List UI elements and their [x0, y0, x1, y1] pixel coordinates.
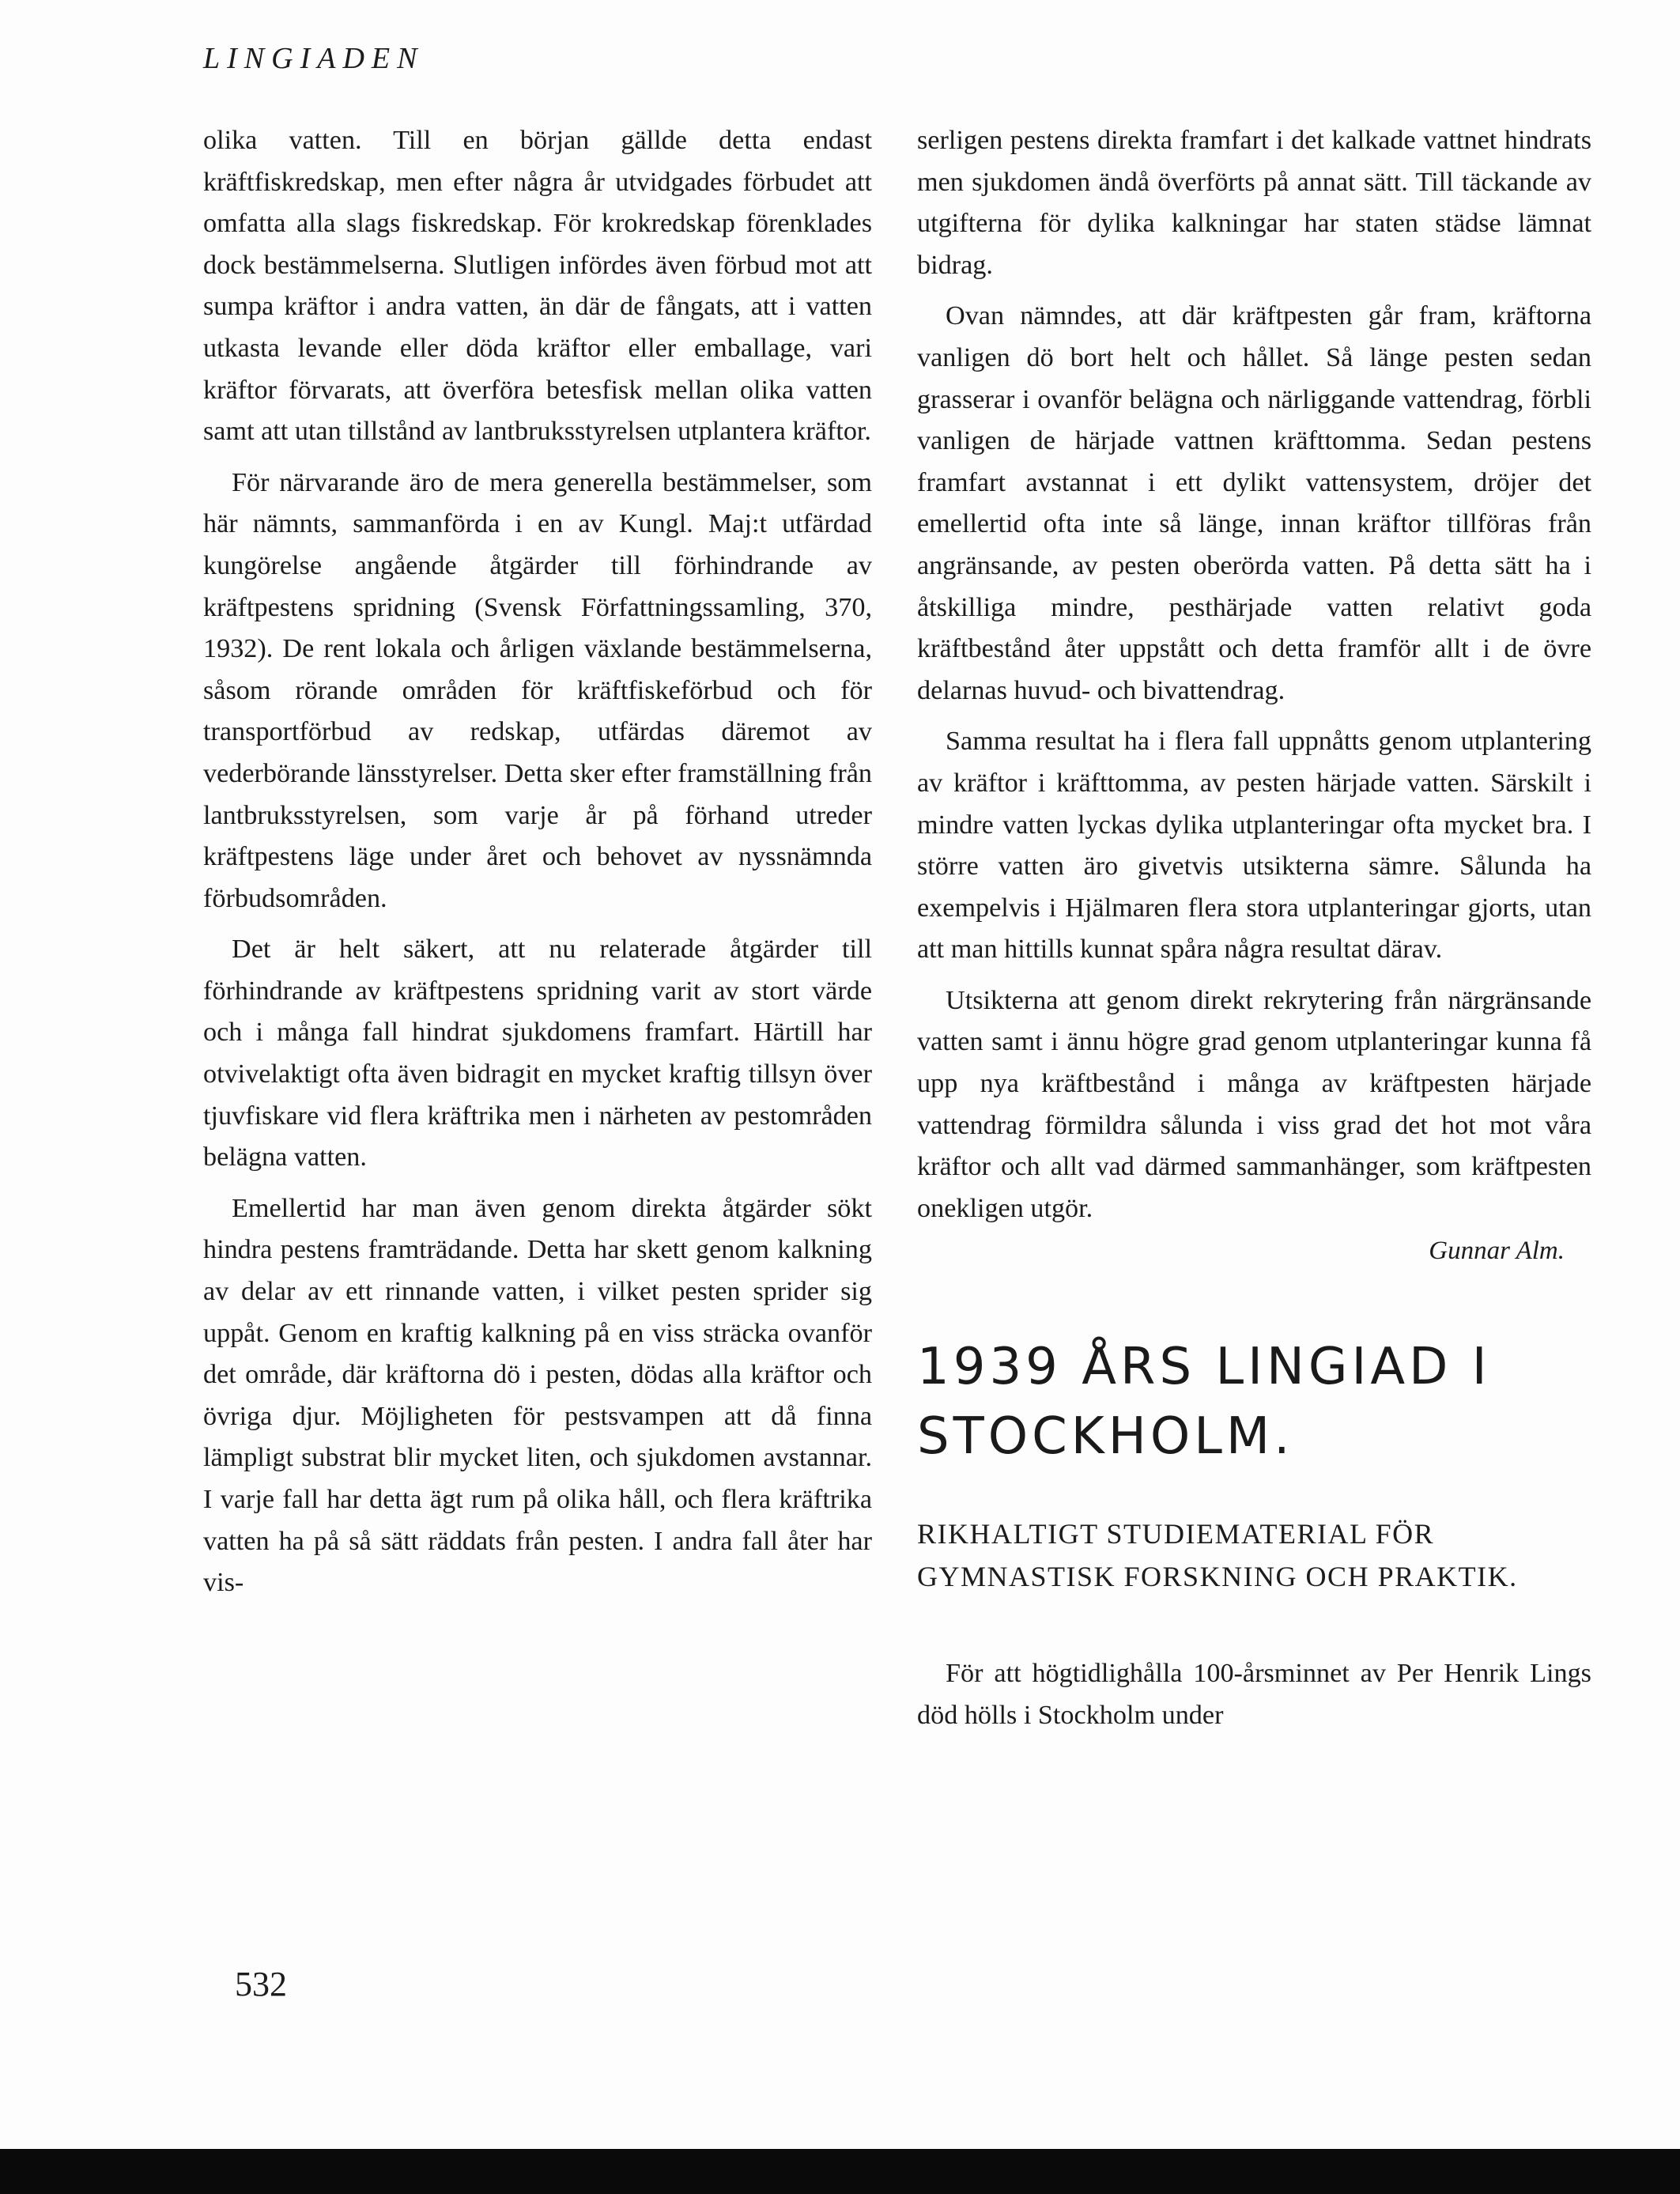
right-column	[917, 120, 1591, 1747]
article-headline: 1939 ÅRS LINGIAD I STOCKHOLM.	[917, 1338, 1491, 1467]
paragraph: Samma resultat ha i flera fall uppnåtts genom utplantering av kräftor i kräfttomma, av pesten härjade vatten. Särskilt i mindre vatten lyckas dylika utplanteringar ofta mycket bra. I större vatten äro givetvis utsikterna sämre. Sålunda ha exempelvis i Hjälmaren flera stora utplanteringar gjorts, utan att man hittills kunnat spåra några resultat därav.	[917, 727, 1591, 965]
paragraph: Emellertid har man även genom direkta åtgärder sökt hindra pestens framträdande. Detta har skett genom kalkning av delar av ett rinnande vatten, i vilket pesten sprider sig uppåt. Genom en kraftig kalkning på en viss sträcka ovanför det område, där kräftorna dö i pesten, dödas alla kräftor och övriga djur. Möjligheten för pestsvampen att då finna lämpligt substrat blir mycket liten, och sjukdomen avstannar. I varje fall har detta ägt rum på olika håll, och flera kräftrika vatten ha på så sätt räddats från pesten. I andra fall åter har vis-	[203, 1193, 872, 1598]
article-subheading: RIKHALTIGT STUDIEMATERIAL FÖR GYMNASTISK FORSKNING OCH PRAKTIK.	[917, 1518, 1518, 1593]
left-column	[203, 120, 872, 1614]
running-head: LINGIADEN	[203, 42, 425, 75]
page-number: 532	[235, 1965, 287, 2003]
article-intro: För att högtidlighålla 100-årsminnet av Per Henrik Lings död hölls i Stockholm under	[917, 1659, 1591, 1731]
paragraph: Utsikterna att genom direkt rekrytering från närgränsande vatten samt i ännu högre grad genom utplanteringar kunna få upp nya kräftbestånd i många av kräftpesten härjade vattendrag förmildra sålunda i viss grad det hot mot våra kräftor och allt vad därmed sammanhänger, som kräftpesten onekligen utgör.	[917, 985, 1591, 1223]
paragraph: Det är helt säkert, att nu relaterade åtgärder till förhindrande av kräftpestens spridning varit av stort värde och i många fall hindrat sjukdomens framfart. Härtill har otvivelaktigt ofta även bidragit en mycket kraftig tillsyn över tjuvfiskare vid flera kräftrika men i närheten av pestområden belägna vatten.	[203, 935, 872, 1173]
scan-border	[0, 2149, 1680, 2194]
paragraph: olika vatten. Till en början gällde detta endast kräftfiskredskap, men efter några år utvidgades förbudet att omfatta alla slags fiskredskap. För krokredskap förenklades dock bestämmelserna. Slutligen infördes även förbud mot att sumpa kräftor i andra vatten, än där de fångats, att i vatten utkasta levande eller döda kräftor eller emballage, vari kräftor förvarats, att överföra betesfisk mellan olika vatten samt att utan tillstånd av lantbruksstyrelsen utplantera kräftor.	[203, 126, 872, 447]
paragraph: För närvarande äro de mera generella bestämmelser, som här nämnts, sammanförda i en av Kungl. Maj:t utfärdad kungörelse angående åtgärder till förhindrande av kräftpestens spridning (Svensk Författningssamling, 370, 1932). De rent lokala och årligen växlande bestämmelserna, såsom rörande områden för kräftfiskeförbud och för transportförbud av redskap, utfärdas däremot av vederbörande länsstyrelser. Detta sker efter framställning från lantbruksstyrelsen, som varje år på förhand utreder kräftpestens läge under året och behovet av nyssnämnda förbudsområden.	[203, 467, 872, 913]
author-signature: Gunnar Alm.	[1429, 1237, 1565, 1266]
paragraph: serligen pestens direkta framfart i det kalkade vattnet hindrats men sjukdomen ändå överförts på annat sätt. Till täckande av utgifterna för dylika kalkningar har staten städse lämnat bidrag.	[917, 126, 1591, 280]
paragraph: Ovan nämndes, att där kräftpesten går fram, kräftorna vanligen dö bort helt och hållet. Så länge pesten sedan grasserar i ovanför belägna och närliggande vattendrag, förbli vanligen de härjade vattnen kräfttomma. Sedan pestens framfart avstannat i ett dylikt vattensystem, dröjer det emellertid ofta inte så länge, innan kräftor tillföras från angränsande, av pesten oberörda vatten. På detta sätt ha i åtskilliga mindre, pesthärjade vatten relativt goda kräftbestånd åter uppstått och detta framför allt i de övre delarnas huvud- och bivattendrag.	[917, 301, 1591, 705]
